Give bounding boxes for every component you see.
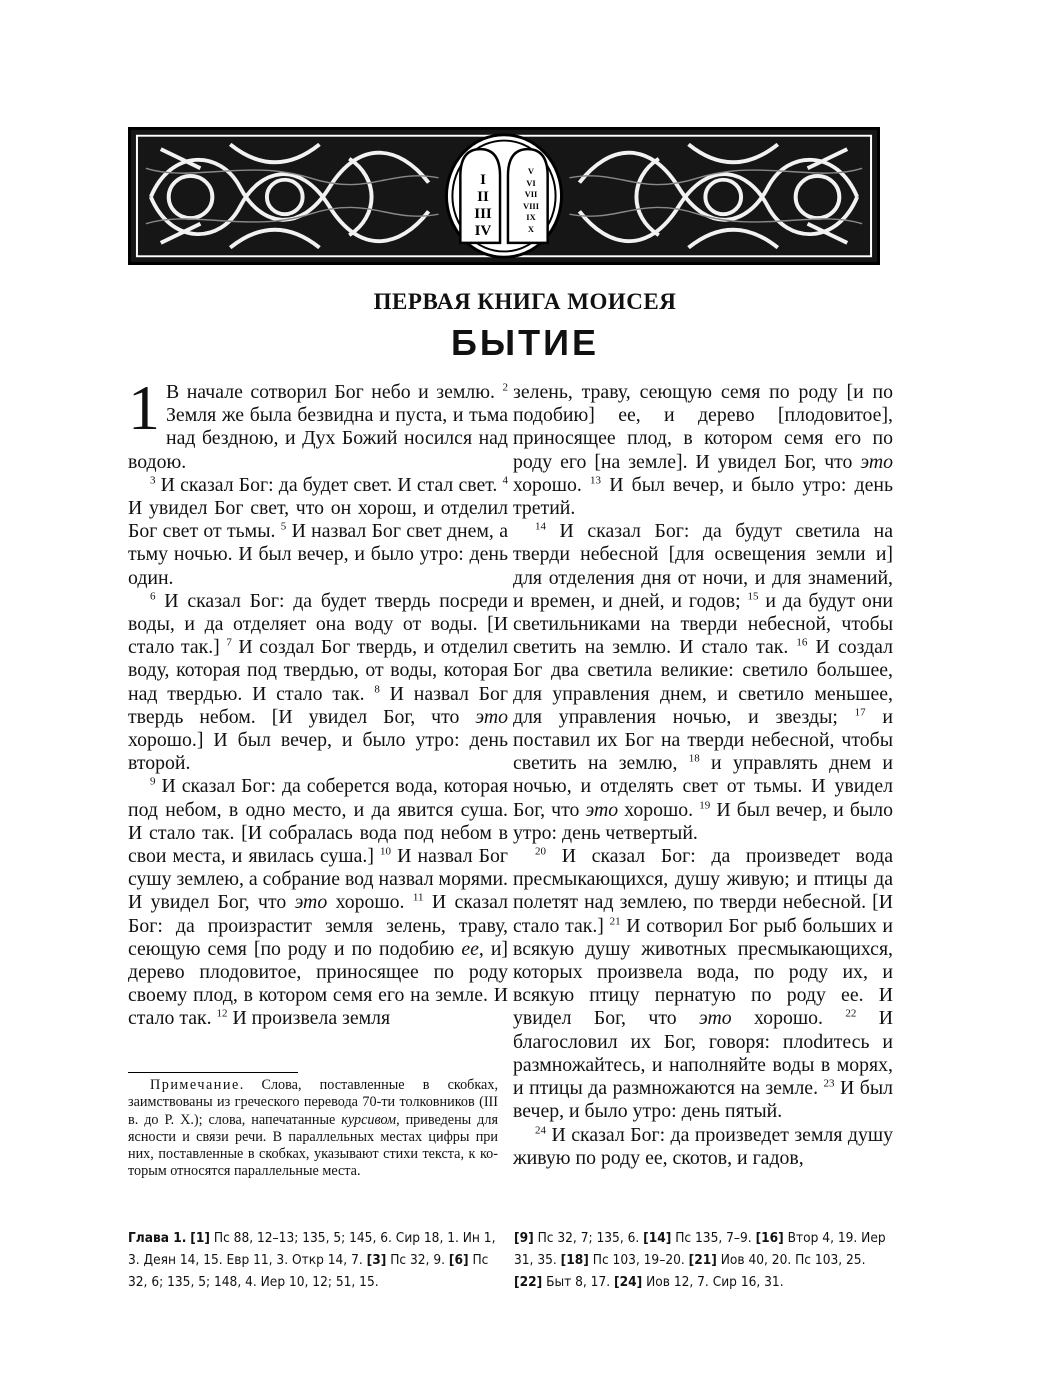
ref-text: Втор 4, 19. Иер 31, 35. xyxy=(514,1230,886,1268)
verse-number: 10 xyxy=(380,845,392,858)
verse-paragraph xyxy=(128,474,508,590)
verse-text: И сотворил Бог рыб больших и всякую душу животных пресмыкающихся, которых произвела вода, по роду их, и всякую птицу пернатую по роду ее. И увидел Бог, что xyxy=(513,914,893,1030)
ref-text: Пс 88, 12–13; 135, 5; 145, 6. Сир 18, 1. Ин 1, 3. Деян 14, 15. Евр 11, 3. Откр 14, 7. xyxy=(128,1230,496,1268)
ref-verse-marker: [16] xyxy=(755,1230,784,1246)
verse-text: И сказал Бог: да будет твердь посреди воды, и да отделяет она воду от воды. [И стало так.] xyxy=(128,589,508,659)
ornamental-header-band xyxy=(128,127,880,265)
verse-text: И сказал Бог: да соберется вода, которая под небом, в одно место, и да явится суша. И стало так. [И собралась вода под небом в свои места, и явилась суша.] xyxy=(128,775,508,868)
verse-number: 8 xyxy=(374,683,380,696)
verse-number: 14 xyxy=(535,520,546,533)
footnote-text xyxy=(128,1077,498,1181)
verse-text: и управлять днем и ночью, и отделять свет от тьмы. И увидел Бог, что xyxy=(513,752,894,821)
verse-paragraph xyxy=(513,520,893,845)
verse-number: 11 xyxy=(412,891,424,904)
ref-text: Пс 32, 6; 135, 5; 148, 4. Иер 10, 12; 51, 15. xyxy=(128,1252,489,1290)
tablet-numeral: VIII xyxy=(522,200,540,211)
verse-text: И произвела земля xyxy=(227,1007,391,1030)
verse-text: хорошо. xyxy=(513,473,591,496)
verse-number: 22 xyxy=(845,1007,857,1020)
verse-text: И создал Бог два светила великие: светило большее, для управления днем, и светило меньшее, для управления ночью, и звезды; xyxy=(513,636,893,728)
verse-text: , и] дерево плодовитое, приносящее по роду своему плод, в котором семя его на земле. И стало так. xyxy=(128,937,508,1030)
footnote-italic: курсивом xyxy=(341,1111,397,1128)
verse-paragraph xyxy=(128,372,508,474)
verse-number: 23 xyxy=(823,1077,835,1090)
verse-text: Земля же была безвидна и пуста, и тьма над бездною, и Дух Божий носился над водою. xyxy=(128,404,508,473)
verse-text: И сказал Бог: да будет свет. И стал свет. xyxy=(155,473,503,496)
footnote-body: . Слова, поставленные в скобках, заимствованы из греческого перевода 70-ти толковников (III в. до Р. Х.); слова, напечатанные xyxy=(128,1077,498,1128)
verse-number: 24 xyxy=(535,1123,546,1136)
verse-text: и поставил их Бог на тверди небесной, чтобы светить на землю, xyxy=(513,705,893,775)
italic-word: это xyxy=(699,1007,732,1030)
footnote-body: , приведены для ясности и связи речи. В параллельных местах цифры при них, поставленные в скобках, указывают стихи текста, к которым относятся параллельные места. xyxy=(128,1111,498,1180)
ref-text: Иов 12, 7. Сир 16, 31. xyxy=(642,1274,784,1290)
ref-text: Пс 103, 19–20. xyxy=(588,1252,689,1268)
cross-references-right xyxy=(514,1227,892,1293)
tablet-numeral: VII xyxy=(524,189,538,199)
ref-text: Быт 8, 17. xyxy=(542,1274,615,1290)
tablet-numeral: IX xyxy=(526,212,536,222)
verse-number: 15 xyxy=(747,590,759,603)
tablet-numeral: VI xyxy=(526,177,536,188)
verse-paragraph xyxy=(513,1124,893,1170)
verse-number: 21 xyxy=(609,915,621,928)
ref-text: Иов 40, 20. Пс 103, 25. xyxy=(716,1252,866,1268)
verse-text: И благословил их Бог, говоря: плоdитесь и размножайтесь, и наполняйте воды в морях, и птицы да размножаются на земле. xyxy=(513,1007,894,1100)
italic-word: ее xyxy=(461,937,479,960)
book-title: БЫТИЕ xyxy=(451,322,599,363)
italic-word: это xyxy=(475,705,508,728)
verse-text: И назвал Бог твердь небом. [И увидел Бог, что xyxy=(128,682,508,728)
verse-number: 9 xyxy=(150,775,156,788)
verse-text: хорошо.] И был вечер, и было утро: день второй. xyxy=(128,729,508,775)
italic-word: это xyxy=(294,891,328,914)
ref-text: Пс 32, 7; 135, 6. xyxy=(533,1230,644,1246)
ref-verse-marker: [9] xyxy=(514,1230,534,1246)
tablet-numeral: I xyxy=(480,172,486,188)
verse-number: 16 xyxy=(796,636,808,649)
ref-text: Пс 135, 7–9. xyxy=(671,1230,756,1246)
verse-paragraph xyxy=(128,590,508,776)
italic-word: это xyxy=(860,450,893,473)
ref-verse-marker: [3] xyxy=(366,1252,387,1268)
verse-text: хорошо. xyxy=(327,891,413,914)
verse-text: хорошо. xyxy=(618,798,700,821)
ref-chapter-label: Глава 1. xyxy=(128,1230,187,1246)
ref-verse-marker: [6] xyxy=(448,1252,469,1268)
verse-number: 3 xyxy=(150,474,156,487)
verse-text: И был вечер, и было утро: день пятый. xyxy=(513,1077,893,1123)
verse-number: 2 xyxy=(502,381,508,394)
ref-verse-marker: [22] xyxy=(514,1274,543,1290)
verse-text: И сказал Бог: да произведет земля душу живую по роду ее, скотов, и гадов, xyxy=(513,1123,893,1169)
verse-text: И назвал Бог сушу землею, а собрание вод назвал морями. И увидел Бог, что xyxy=(128,845,509,914)
verse-text: И увидел Бог свет, что он хорош, и отделил Бог свет от тьмы. xyxy=(128,497,508,543)
verse-number: 13 xyxy=(590,474,602,487)
footnote-divider xyxy=(128,1072,298,1073)
book-supertitle: ПЕРВАЯ КНИГА МОИСЕЯ xyxy=(373,289,677,314)
ref-verse-marker: [18] xyxy=(560,1252,589,1268)
ref-verse-marker: [14] xyxy=(643,1230,672,1246)
text-column-left xyxy=(128,372,509,1031)
verse-text: И сказал Бог: да произрастит земля зелень, траву, сеющую семя [по роду и по подобию xyxy=(128,891,508,960)
ref-verse-marker: [21] xyxy=(688,1252,717,1268)
verse-paragraph xyxy=(513,845,893,1123)
verse-text: И был вечер, и было утро: день третий. xyxy=(513,473,893,520)
verse-text: В начале сотворил Бог небо и землю. xyxy=(166,381,503,403)
tablet-numeral: IV xyxy=(474,223,492,239)
footnote xyxy=(128,1077,498,1181)
knotwork-ornament xyxy=(131,130,877,262)
verse-number: 17 xyxy=(854,706,866,719)
verse-paragraph xyxy=(513,381,893,520)
tablet-numeral: X xyxy=(527,223,535,234)
chapter-number: 1 xyxy=(128,372,160,443)
verse-paragraph xyxy=(128,775,508,1030)
footnote-label: Примечание xyxy=(150,1077,240,1093)
text-column-right xyxy=(513,381,893,1170)
verse-number: 5 xyxy=(280,520,287,533)
verse-number: 12 xyxy=(216,1007,228,1020)
verse-text: И был вечер, и было утро: день четвертый. xyxy=(513,798,893,844)
verse-text: И сказал Бог: да произведет вода пресмыкающихся, душу живую; и птицы да полетят над землею, по тверди небесной. [И стало так.] xyxy=(513,845,893,937)
verse-number: 4 xyxy=(502,474,508,487)
cross-references-left xyxy=(128,1227,506,1293)
verse-number: 7 xyxy=(226,636,232,649)
ref-verse-marker: [24] xyxy=(614,1274,643,1290)
verse-text: и да будут они светильниками на тверди небесной, чтобы светить на землю. И стало так. xyxy=(513,589,893,659)
verse-text: И назвал Бог свет днем, а тьму ночью. И был вечер, и было утро: день один. xyxy=(128,520,508,589)
italic-word: это xyxy=(585,798,619,821)
verse-number: 18 xyxy=(688,752,700,765)
verse-text: зелень, траву, сеющую семя по роду [и по подобию] ее, и дерево [плодовитое], приносящее плод, в котором семя его по роду его [на земле]. И увидел Бог, что xyxy=(513,381,893,473)
verse-text: И сказал Бог: да будут светила на тверди небесной [для освещения земли и] для отделения дня от ночи, и для знамений, и времен, и дней, и годов; xyxy=(513,520,893,612)
tablet-numeral: III xyxy=(474,206,492,222)
verse-number: 20 xyxy=(535,845,546,858)
tablet-numeral: V xyxy=(527,166,535,176)
ref-verse-marker: [1] xyxy=(190,1230,210,1246)
verse-text: хорошо. xyxy=(731,1007,846,1030)
tablet-numeral: II xyxy=(477,189,489,205)
ref-text: Пс 32, 9. xyxy=(386,1252,449,1268)
verse-text: И создал Бог твердь, и отделил воду, которая под твердью, от воды, которая над твердью. И стало так. xyxy=(128,636,508,705)
verse-number: 19 xyxy=(699,799,711,812)
verse-number: 6 xyxy=(150,590,156,603)
